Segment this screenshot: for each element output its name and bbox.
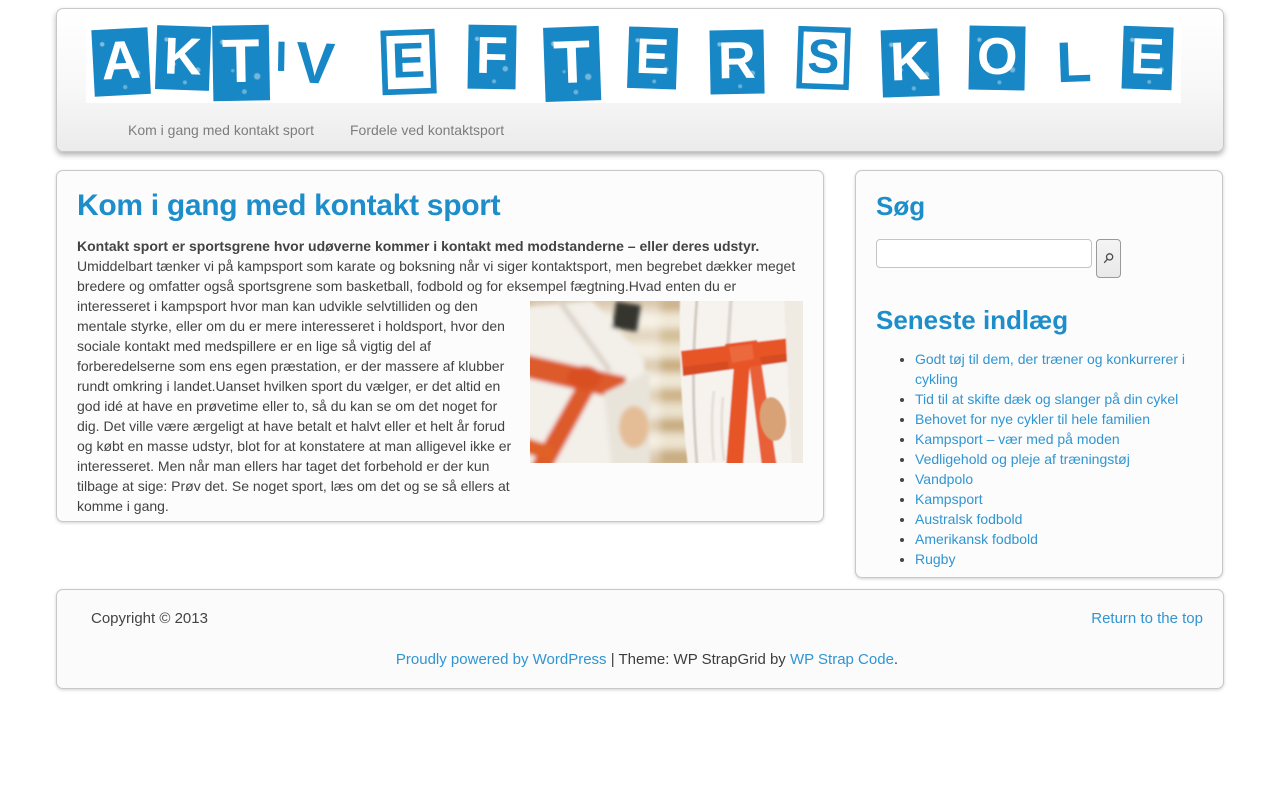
site-header xyxy=(56,8,1224,152)
stamp-letter: A xyxy=(91,27,150,96)
return-to-top-link[interactable]: Return to the top xyxy=(1091,610,1203,627)
recent-posts-list xyxy=(876,349,1202,569)
photo-right-figure xyxy=(680,301,803,463)
nav-item[interactable]: Kom i gang med kontakt sport xyxy=(128,122,314,138)
recent-post-link[interactable]: Kampsport – vær med på moden xyxy=(915,431,1120,447)
photo-left-figure xyxy=(530,301,650,463)
search-form xyxy=(876,239,1202,278)
article-text-before-image: Umiddelbart tænker vi på kampsport som karate og boksning når vi siger kontaktsport, men begrebet dækker meget bredere og omfatter også sportsgrene som basketball, fodbold og for eksempel fægtning.Hvad enten du er xyxy=(77,258,796,294)
site-logo xyxy=(86,17,1181,103)
nav-item[interactable]: Fordele ved kontaktsport xyxy=(350,122,505,138)
article-body xyxy=(77,236,803,516)
stamp-letter: K xyxy=(155,25,211,91)
recent-post-item xyxy=(915,429,1202,449)
recent-post-link[interactable]: Vedligehold og pleje af træningstøj xyxy=(915,451,1130,467)
recent-post-link[interactable]: Vandpolo xyxy=(915,471,974,487)
recent-post-item xyxy=(915,349,1202,389)
site-footer xyxy=(56,589,1224,689)
logo-word-aktiv xyxy=(94,27,337,98)
copyright-text: Copyright © 2013 xyxy=(91,610,208,627)
article-intro-bold: Kontakt sport er sportsgrene hvor udøverne kommer i kontakt med modstanderne – eller deres udstyr. xyxy=(77,238,760,254)
recent-post-item xyxy=(915,389,1202,409)
footer-top-row xyxy=(91,610,1203,627)
credits-suffix: . xyxy=(893,651,899,668)
footer-credits xyxy=(91,651,1203,668)
recent-post-link[interactable]: Behovet for nye cykler til hele familien xyxy=(915,411,1150,427)
recent-post-item xyxy=(915,409,1202,429)
stamp-letter: V xyxy=(294,30,337,98)
recent-post-link[interactable]: Tid til at skifte dæk og slanger på din cykel xyxy=(915,391,1179,407)
main-nav xyxy=(128,111,504,149)
stamp-letter: E xyxy=(380,29,436,95)
search-button[interactable] xyxy=(1096,239,1121,278)
stamp-letter: L xyxy=(1055,30,1093,96)
stamp-letter: S xyxy=(796,26,850,90)
recent-post-item xyxy=(915,489,1202,509)
article-text-wrap: interesseret i kampsport hvor man kan udvikle selvtilliden og den mentale styrke, eller om du er mere interesseret i holdsport, hvor den sociale kontakt med medspillere er en lige så vigtig del af forberedelserne som ens egen præstation, er der massere af klubber rundt omkring i landet.Uanset hvilken sport du vælger, er det altid en god idé at have en prøvetime eller to, så du kan se om det noget for dig. Det ville være ærgeligt at have betalt et halvt eller et helt år forud og købt en masse udstyr, blot for at konstatere at man alligevel ikke er interesseret. Men når man ellers har taget det forbehold er der kun tilbage at sige: Prøv det. Se noget sport, læs om det og se så ellers at komme i gang. xyxy=(77,298,512,514)
stamp-letter: I xyxy=(274,33,288,81)
recent-post-link[interactable]: Rugby xyxy=(915,551,956,567)
stamp-letter: T xyxy=(543,26,601,102)
recent-post-item xyxy=(915,449,1202,469)
logo-word-efterskole xyxy=(380,26,1173,98)
search-input[interactable] xyxy=(876,239,1092,268)
page-wrap xyxy=(56,8,1224,689)
stamp-letter: K xyxy=(881,28,940,97)
page-title: Kom i gang med kontakt sport xyxy=(77,189,501,222)
recent-post-item xyxy=(915,529,1202,549)
stamp-letter: T xyxy=(212,25,270,101)
credits-separator: | Theme: WP StrapGrid by xyxy=(606,651,790,668)
sidebar xyxy=(855,170,1223,578)
stamp-letter: E xyxy=(1122,26,1174,90)
recent-post-link[interactable]: Godt tøj til dem, der træner og konkurrerer i cykling xyxy=(915,351,1185,387)
recent-post-link[interactable]: Australsk fodbold xyxy=(915,511,1023,527)
article-image xyxy=(530,301,803,463)
stamp-letter: E xyxy=(627,26,678,89)
article xyxy=(56,170,824,522)
main-content-row xyxy=(56,170,1224,578)
recent-post-item xyxy=(915,549,1202,569)
karate-photo xyxy=(530,301,803,463)
stamp-letter: F xyxy=(468,25,517,90)
powered-by-link[interactable]: Proudly powered by WordPress xyxy=(395,651,607,668)
recent-post-item xyxy=(915,469,1202,489)
recent-post-item xyxy=(915,509,1202,529)
stamp-letter: R xyxy=(709,30,764,95)
recent-post-link[interactable]: Kampsport xyxy=(915,491,983,507)
theme-author-link[interactable]: WP Strap Code xyxy=(789,651,894,668)
search-title: Søg xyxy=(876,191,926,221)
magnifier-icon xyxy=(1102,252,1115,265)
recent-post-link[interactable]: Amerikansk fodbold xyxy=(915,531,1038,547)
recent-posts-title: Seneste indlæg xyxy=(876,305,1069,335)
stamp-letter: O xyxy=(968,26,1026,91)
